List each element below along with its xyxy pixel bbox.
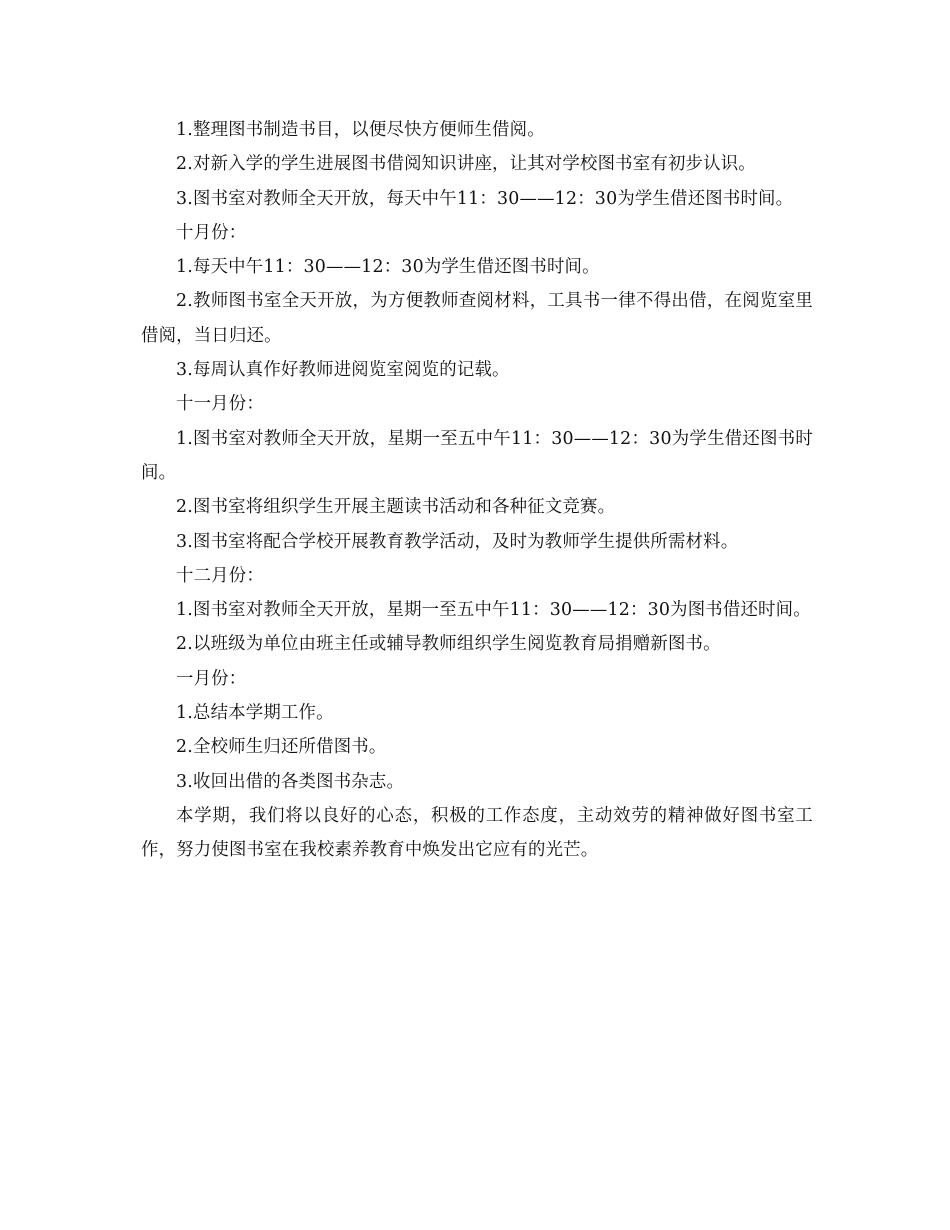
paragraph: 2.图书室将组织学生开展主题读书活动和各种征文竞赛。 [176,497,616,518]
section-heading: 十月份： [176,222,247,243]
paragraph: 2.全校师生归还所借图书。 [176,737,387,758]
paragraph: 3.收回出借的各类图书杂志。 [176,771,405,792]
closing-paragraph: 本学期，我们将以良好的心态，积极的工作态度，主动效劳的精神做好图书室工作，努力使图书室在我校素养教育中焕发出它应有的光芒。 [141,805,813,861]
paragraph: 3.图书室对教师全天开放，每天中午11：30——12：30为学生借还图书时间。 [176,188,794,209]
section-heading: 一月份： [176,668,247,689]
section-heading: 十二月份： [176,565,264,586]
paragraph: 2.以班级为单位由班主任或辅导教师组织学生阅览教育局捐赠新图书。 [176,634,721,655]
section-heading: 十一月份： [176,394,264,415]
paragraph: 1.图书室对教师全天开放，星期一至五中午11：30——12：30为学生借还图书时间。 [141,428,813,483]
paragraph: 1.每天中午11：30——12：30为学生借还图书时间。 [176,257,600,278]
paragraph: 1.整理图书制造书目，以便尽快方便师生借阅。 [176,120,545,140]
paragraph: 1.总结本学期工作。 [176,703,334,724]
paragraph: 3.每周认真作好教师进阅览室阅览的记载。 [176,360,510,381]
document-body [141,113,813,868]
paragraph: 1.图书室对教师全天开放，星期一至五中午11：30——12：30为图书借还时间。 [176,600,811,621]
paragraph: 2.教师图书室全天开放，为方便教师查阅材料，工具书一律不得出借，在阅览室里借阅，当日归还。 [141,291,813,346]
paragraph: 2.对新入学的学生进展图书借阅知识讲座，让其对学校图书室有初步认识。 [176,154,756,175]
paragraph: 3.图书室将配合学校开展教育教学活动，及时为教师学生提供所需材料。 [176,531,739,552]
